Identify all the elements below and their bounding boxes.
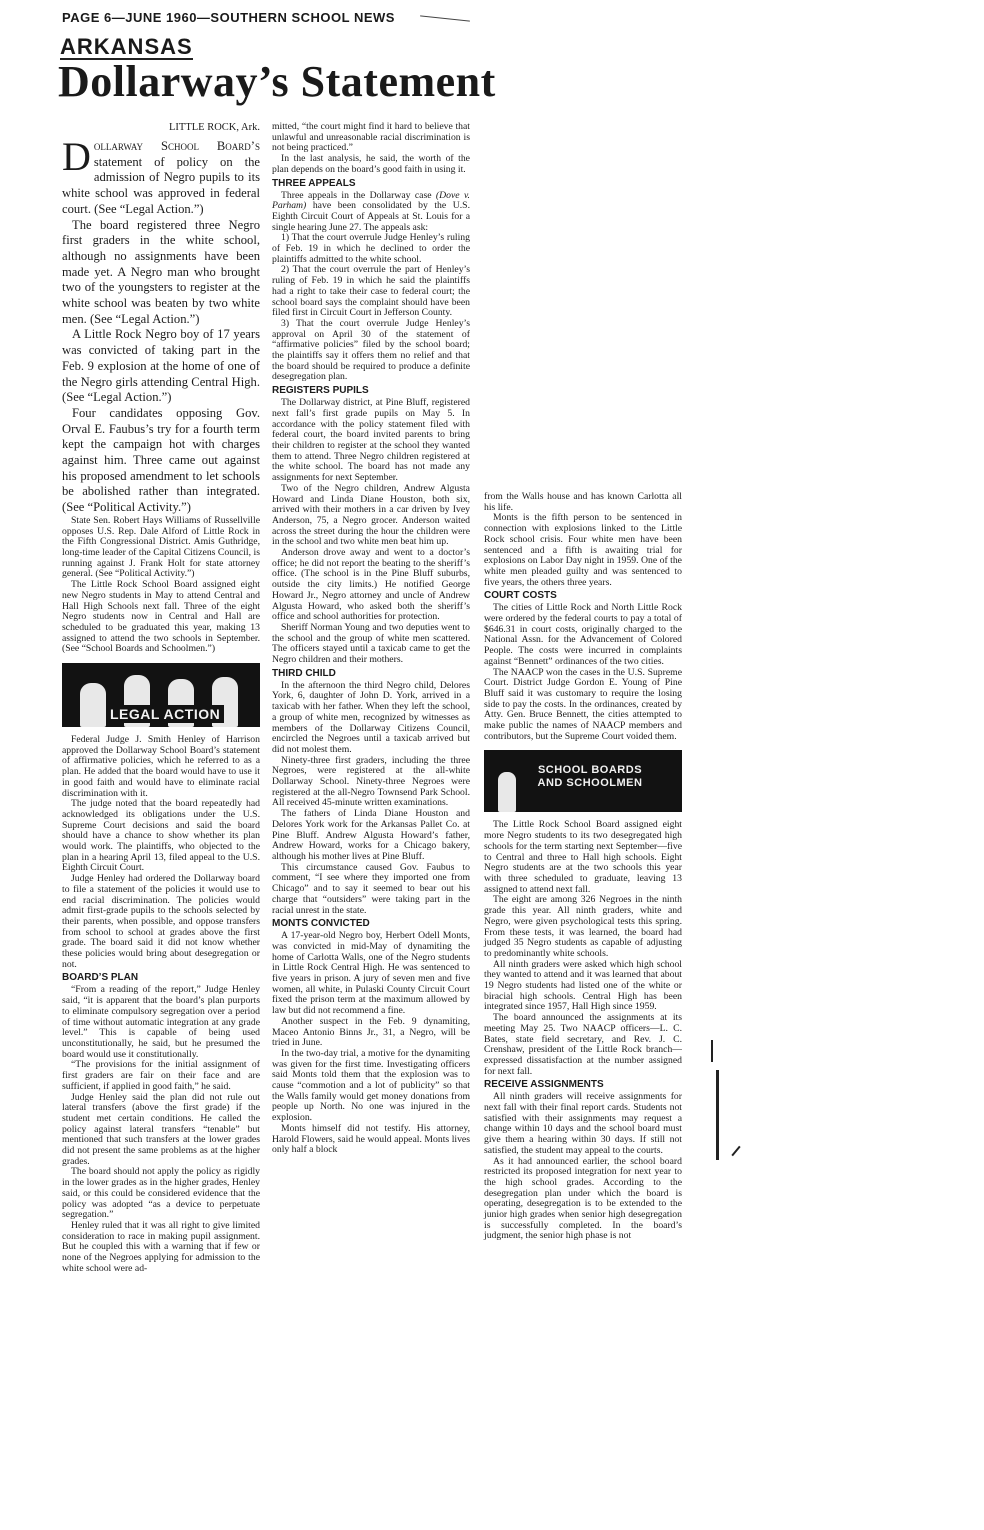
paragraph: Ninety-three first graders, including the three Negroes, were registered at the all-white Dollarway School. Ninety-three Negroes were registered at the all-Negro Townsend Park School. All received 45-minute written examinations. — [272, 754, 470, 809]
summary-small — [62, 516, 260, 655]
dateline: LITTLE ROCK, Ark. — [169, 122, 260, 133]
subhead: COURT COSTS — [484, 590, 557, 602]
case-name: (Dove v. Parham) — [272, 189, 470, 212]
banner-line: SCHOOL BOARDS — [537, 764, 643, 777]
page-masthead: PAGE 6—JUNE 1960—SOUTHERN SCHOOL NEWS — [62, 10, 395, 25]
paragraph: The judge noted that the board repeatedly had acknowledged its obligations under the U.S. Supreme Court decisions and said the board should have a chance to show whether its plan would work. The plaintiffs, who objected to the plan in a hearing April 13, filed appeal to the U.S. Eighth Circuit Court. — [62, 798, 260, 874]
margin-mark — [716, 1070, 719, 1160]
paragraph: As it had announced earlier, the school board restricted its proposed integration for next year to the high school grades. According to the desegregation plan under which the board is operating, desegregation is to be extended to the junior high grades when senior high desegregation is successfully completed. In the board’s judgment, the senior high phase is not — [484, 1155, 682, 1242]
paragraph: 1) That the court overrule Judge Henley’s ruling of Feb. 19 in which he declined to order the plaintiffs admitted to the white school. — [272, 232, 470, 265]
lead-paragraph — [62, 134, 260, 218]
paragraph: The eight are among 326 Negroes in the ninth grade this year. All ninth graders, white and Negro, were given psychological tests this spring. From these tests, it was learned, the board had judged 35 Negro students as capable of adjusting to predominantly white schools. — [484, 894, 682, 959]
paragraph: from the Walls house and has known Carlotta all his life. — [484, 491, 682, 513]
paragraph: In the afternoon the third Negro child, Delores York, 6, daughter of John D. York, arrived in a taxicab with her father. When they left the school, a group of white men, recognized by witnesses as members of the Dollarway Citizens Council, encircled the Negroes until a taxicab arrived but did not molest them. — [272, 679, 470, 755]
lead-smallcaps: ollarway School Board’s — [93, 139, 260, 153]
paragraph: Henley ruled that it was all right to give limited consideration to race in making pupil assignment. But he coupled this with a warning that if few or none of the Negroes applying for admission to the white school were ad- — [62, 1219, 260, 1274]
paragraph: All ninth graders will receive assignments for next fall with their final report cards. Students not satisfied with their assignments may request a change within 10 days and the school board must give them a hearing within 30 days. If still not satisfied, the student may appeal to the courts. — [484, 1091, 682, 1156]
lead-summary — [62, 134, 260, 516]
paragraph: The board announced the assignments at its meeting May 25. Two NAACP officers—L. C. Bates, state field secretary, and Rev. J. C. Crenshaw, president of the Little Rock branch—expressed dissatisfaction at the number assigned for next fall. — [484, 1012, 682, 1077]
paragraph: The Dollarway district, at Pine Bluff, registered next fall’s first grade pupils on May 5. In accordance with the policy statement filed with federal court, the board invited parents to bring their children to register at the school they wanted them to attend. Three Negro children registered at the white school. The board has not made any assignments for next September. — [272, 397, 470, 484]
paragraph — [272, 191, 470, 234]
paragraph: The cities of Little Rock and North Little Rock were ordered by the federal courts to pay a total of $646.31 in court costs, originally charged to the National Assn. for the Advancement of Colored People. The costs were incurred in complaints against “Bennett” ordinances of the two cities. — [484, 602, 682, 667]
paragraph: 3) That the court overrule Judge Henley’s approval on April 30 of the statement of “affirmative policies” filed by the school board; the plaintiffs say it offers them no relief and that the board should be required to produce a definite desegregation plan. — [272, 317, 470, 383]
paragraph: A 17-year-old Negro boy, Herbert Odell Monts, was convicted in mid-May of dynamiting the home of Carlotta Walls, one of the Negro students in Little Rock Central High. He was sentenced to five years in prison. A jury of seven men and five women, all white, in Pulaski County Circuit Court fixed the prison term at the maximum allowed by law but did not recommend a fine. — [272, 930, 470, 1017]
paragraph: Sheriff Norman Young and two deputies went to the school and the group of white men scattered. The officers stayed until a taxicab came to get the Negro children and their mothers. — [272, 621, 470, 666]
paragraph: The Little Rock School Board assigned eight more Negro students to its two desegregated high schools for the term starting next September—five to Central and three to Hall high schools. Eight Negro students are at the two schools this year with three scheduled to graduate, leaving 13 assigned to attend next fall. — [484, 819, 682, 895]
subhead: RECEIVE ASSIGNMENTS — [484, 1079, 604, 1091]
headline: Dollarway’s Statement — [58, 57, 496, 106]
subhead: THREE APPEALS — [272, 177, 356, 189]
paragraph: mitted, “the court might find it hard to believe that unlawful and unreasonable racial discrimination is not being practiced.” — [272, 121, 470, 154]
figure-illustration — [80, 683, 106, 727]
margin-mark — [731, 1146, 740, 1156]
paragraph: Judge Henley had ordered the Dollarway board to file a statement of the policies it would use to end racial discrimination. The policies would admit first-grade pupils to the schools selected by their parents, when possible, and oppose transfers from school to school at grades above the first grade. The board said it did not know whether these policies would bring about desegregation or not. — [62, 873, 260, 970]
paragraph: 2) That the court overrule the part of Henley’s ruling of Feb. 19 in which he said the plaintiffs had a right to take their case to federal court; the school board says the complaint should have been filed first in Circuit Court in Jefferson County. — [272, 264, 470, 319]
lead-rest: statement of policy on the admission of Negro pupils to its white school was approved in federal court. (See “Legal Action.”) — [62, 154, 260, 216]
margin-mark — [711, 1040, 713, 1062]
paragraph: Two of the Negro children, Andrew Algusta Howard and Linda Diane Houston, both six, arrived with their mothers in a car driven by Ivey Anderson, 75, a Negro grocer. Anderson waited across the street during the hour the children were in the school and two white men beat him up. — [272, 482, 470, 548]
paragraph: Judge Henley said the plan did not rule out lateral transfers (above the first grade) if the student met certain conditions. He called the policy against lateral transfers “tenable” but mentioned that such transfers at the lower grades did not present the same problems as at the higher grades. — [62, 1091, 260, 1167]
school-boards-banner — [484, 750, 682, 812]
column-1 — [62, 122, 260, 1274]
text-run: have been consolidated by the U.S. Eighth Circuit Court of Appeals at St. Louis for a single hearing June 27. The appeals ask: — [272, 200, 470, 233]
paragraph: The board should not apply the policy as rigidly in the lower grades as in the higher grades, Henley said, or this could be considered evidence that the policy was adopted “as a device to perpetuate segregation.” — [62, 1166, 260, 1221]
paragraph: Federal Judge J. Smith Henley of Harrison approved the Dollarway School Board’s statement of affirmative policies, which he referred to as a plan. He added that the board would have to use it in good faith and would have to eliminate racial discrimination with it. — [62, 734, 260, 799]
paragraph: Anderson drove away and went to a doctor’s office; he did not report the beating to the sheriff’s office. (The school is in the Pine Bluff suburbs, outside the city limits.) He notified George Howard Jr., Negro attorney and uncle of Andrew Algusta Howard, who asked both the sheriff’s office and school authorities for protection. — [272, 547, 470, 623]
paragraph: Monts is the fifth person to be sentenced in connection with explosions linked to the Little Rock school crisis. Four white men have been sentenced and a fifth is awaiting trial for explosions on Labor Day night in 1959. One of the white men pleaded guilty and was sentenced to five years, the others three years. — [484, 512, 682, 588]
legal-action-section — [62, 735, 260, 1274]
column-2 — [272, 122, 470, 1156]
paragraph: In the last analysis, he said, the worth of the plan depends on the board’s good faith in using it. — [272, 153, 470, 175]
paragraph: Another suspect in the Feb. 9 dynamiting, Maceo Antonio Binns Jr., 31, a Negro, will be tried in June. — [272, 1015, 470, 1049]
subhead: THIRD CHILD — [272, 667, 336, 679]
paragraph: In the two-day trial, a motive for the dynamiting was given for the first time. Investigating officers said Monts told them that the explosion was to cause “commotion and a lot of publicity” so that the Walls family would get money donations from people up North. No one was injured in the explosion. — [272, 1047, 470, 1124]
paragraph: Four candidates opposing Gov. Orval E. Faubus’s try for a fourth term kept the campaign hot with charges against him. Three came out against his proposed amendment to let schools be abolished rather than integrated. (See “Political Activity.”) — [62, 405, 260, 515]
paragraph: “From a reading of the report,” Judge Henley said, “it is apparent that the board’s plan purports to eliminate compulsory segregation over a period of time without automatic integration at any grade level.” This is capable of being used unconstitutionally, he said, but he presumed the board would use it constitutionally. — [62, 984, 260, 1060]
paragraph: The fathers of Linda Diane Houston and Delores York work for the Arkansas Pallet Co. at Pine Bluff. Andrew Algusta Howard’s father, Andrew Howard, works for a Chicago bakery, although his mother lives at Pine Bluff. — [272, 808, 470, 862]
paragraph: The Little Rock School Board assigned eight new Negro students in May to attend Central and Hall High Schools next fall. Three of the eight Negro students now in Central and Hall are scheduled to be graduated this year, making 13 assigned to attend the two schools in September. (See “School Boards and Schoolmen.”) — [62, 579, 260, 655]
legal-action-banner — [62, 663, 260, 727]
banner-title: LEGAL ACTION — [106, 705, 224, 723]
banner-title — [530, 764, 650, 790]
section-label: ARKANSAS — [60, 34, 193, 59]
banner-line: AND SCHOOLMEN — [537, 777, 643, 790]
paragraph: Monts himself did not testify. His attorney, Harold Flowers, said he would appeal. Monts lives only half a block — [272, 1122, 470, 1156]
paragraph: The board registered three Negro first graders in the white school, although no assignments have been made yet. A Negro man who brought two of the youngsters to register at the white school was beaten by two white men. (See “Legal Action.”) — [62, 217, 260, 326]
subhead: BOARD’S PLAN — [62, 972, 139, 984]
subhead: REGISTERS PUPILS — [272, 385, 369, 397]
figure-illustration — [498, 772, 516, 812]
paragraph: State Sen. Robert Hays Williams of Russellville opposes U.S. Rep. Dale Alford of Little Rock in the Fifth Congressional District. Amis Guthridge, long-time leader of the Capital Citizens Council, is running against J. Frank Holt for state attorney general. (See “Political Activity.”) — [62, 514, 260, 580]
column-3 — [484, 492, 682, 1242]
masthead-rule — [420, 15, 470, 21]
subhead: MONTS CONVICTED — [272, 918, 370, 930]
paragraph: All ninth graders were asked which high school they wanted to attend and it was learned that about 19 Negro students had listed one of the white or biracial high schools. Central High has been integrated since 1957, Hall High since 1959. — [484, 958, 682, 1013]
paragraph: The NAACP won the cases in the U.S. Supreme Court. District Judge Gordon E. Young of Pine Bluff said it was customary to require the losing side to pay the costs. In the ordinances, created by Atty. Gen. Bruce Bennett, the cities attempted to make public the names of NAACP members and contributors, but the Supreme Court voided them. — [484, 666, 682, 742]
paragraph: “The provisions for the initial assignment of first graders are fair on their face and are sufficient, if applied in good faith,” he said. — [62, 1059, 260, 1092]
paragraph: This circumstance caused Gov. Faubus to comment, “I see where they imported one from Chicago” and to say it seemed to bear out his charge that “outsiders” were taking part in the racial unrest in the state. — [272, 861, 470, 916]
text-run: Three appeals in the Dollarway case — [281, 189, 436, 201]
paragraph: A Little Rock Negro boy of 17 years was convicted of taking part in the Feb. 9 explosion at the home of one of the Negro girls attending Central High. (See “Legal Action.”) — [62, 327, 260, 405]
drop-cap: D — [62, 134, 91, 179]
